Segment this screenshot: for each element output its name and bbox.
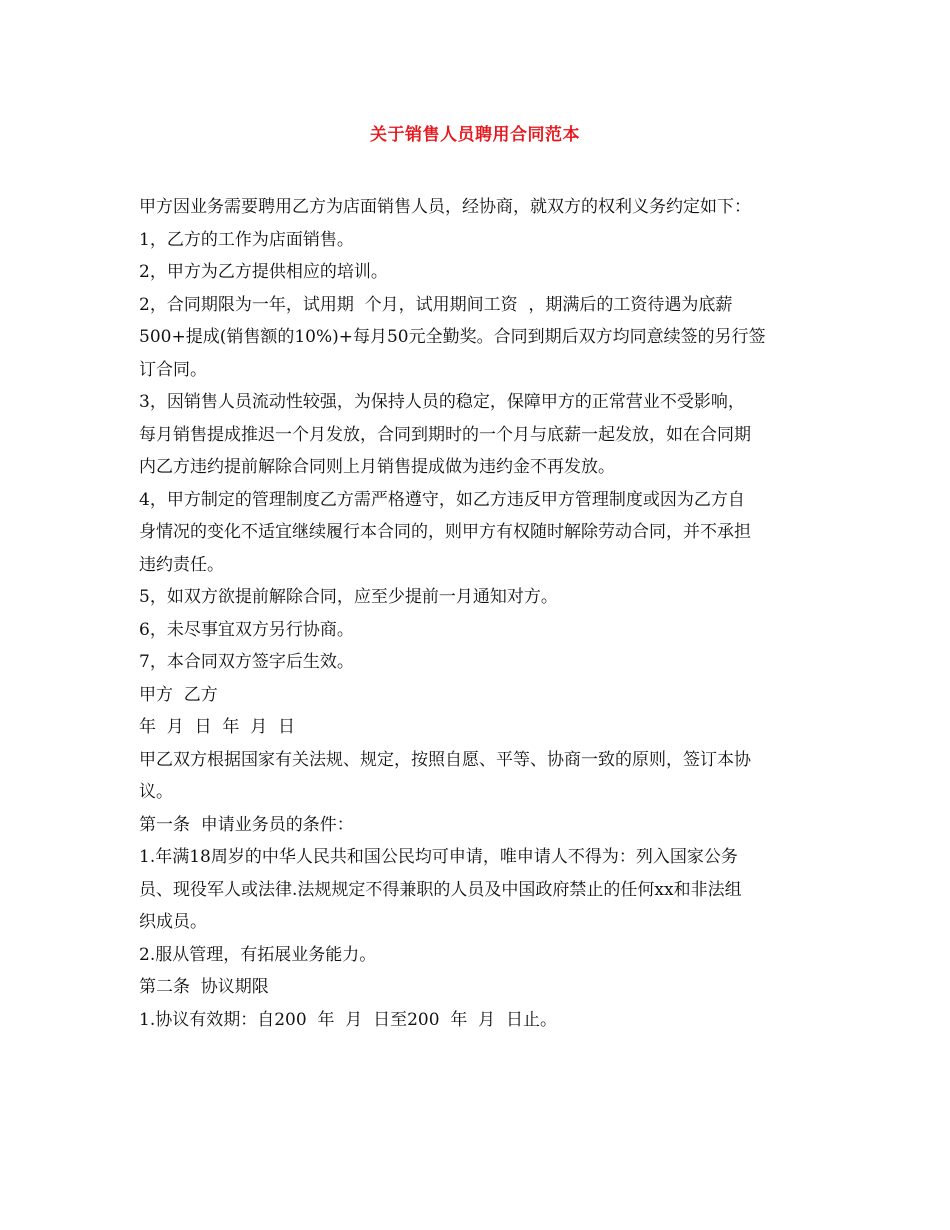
- document-body: [139, 191, 819, 1036]
- text-line: 2，合同期限为一年，试用期 个月，试用期间工资 ，期满后的工资待遇为底薪: [139, 294, 733, 315]
- text-line: 500+提成(销售额的10%)+每月50元全勤奖。合同到期后双方均同意续签的另行签: [139, 327, 766, 347]
- text-line: 甲乙双方根据国家有关法规、规定，按照自愿、平等、协商一致的原则，签订本协: [139, 749, 751, 770]
- text-line: 6，未尽事宜双方另行协商。: [139, 619, 354, 640]
- text-line: 违约责任。: [139, 554, 224, 575]
- text-line: 4，甲方制定的管理制度乙方需严格遵守，如乙方违反甲方管理制度或因为乙方自: [139, 489, 745, 510]
- text-line: 2.服从管理，有拓展业务能力。: [139, 944, 377, 965]
- text-line: 年 月 日 年 月 日: [139, 717, 296, 737]
- text-line: 议。: [139, 782, 173, 802]
- text-line: 织成员。: [139, 912, 207, 932]
- text-line: 5，如双方欲提前解除合同，应至少提前一月通知对方。: [139, 587, 558, 607]
- text-line: 身情况的变化不适宜继续履行本合同的，则甲方有权随时解除劳动合同，并不承担: [139, 522, 751, 542]
- text-line: 第二条 协议期限: [139, 977, 269, 997]
- text-line: 甲方因业务需要聘用乙方为店面销售人员，经协商，就双方的权利义务约定如下：: [139, 197, 751, 217]
- text-line: 1，乙方的工作为店面销售。: [139, 229, 354, 250]
- text-line: 3，因销售人员流动性较强，为保持人员的稳定，保障甲方的正常营业不受影响，: [139, 392, 745, 412]
- text-line: 每月销售提成推迟一个月发放，合同到期时的一个月与底薪一起发放，如在合同期: [139, 424, 751, 445]
- document-title: 关于销售人员聘用合同范本: [370, 125, 580, 145]
- text-line: 甲方 乙方: [139, 684, 218, 705]
- text-line: 2，甲方为乙方提供相应的培训。: [139, 262, 388, 282]
- text-line: 7，本合同双方签字后生效。: [139, 652, 354, 672]
- text-line: 1.年满18周岁的中华人民共和国公民均可申请，唯申请人不得为：列入国家公务: [139, 847, 738, 867]
- text-line: 第一条 申请业务员的条件：: [139, 814, 354, 835]
- text-line: 1.协议有效期：自200 年 月 日至200 年 月 日止。: [139, 1009, 557, 1030]
- text-line: 内乙方违约提前解除合同则上月销售提成做为违约金不再发放。: [139, 457, 615, 477]
- text-line: 订合同。: [139, 359, 207, 380]
- text-line: 员、现役军人或法律.法规规定不得兼职的人员及中国政府禁止的任何xx和非法组: [139, 879, 742, 900]
